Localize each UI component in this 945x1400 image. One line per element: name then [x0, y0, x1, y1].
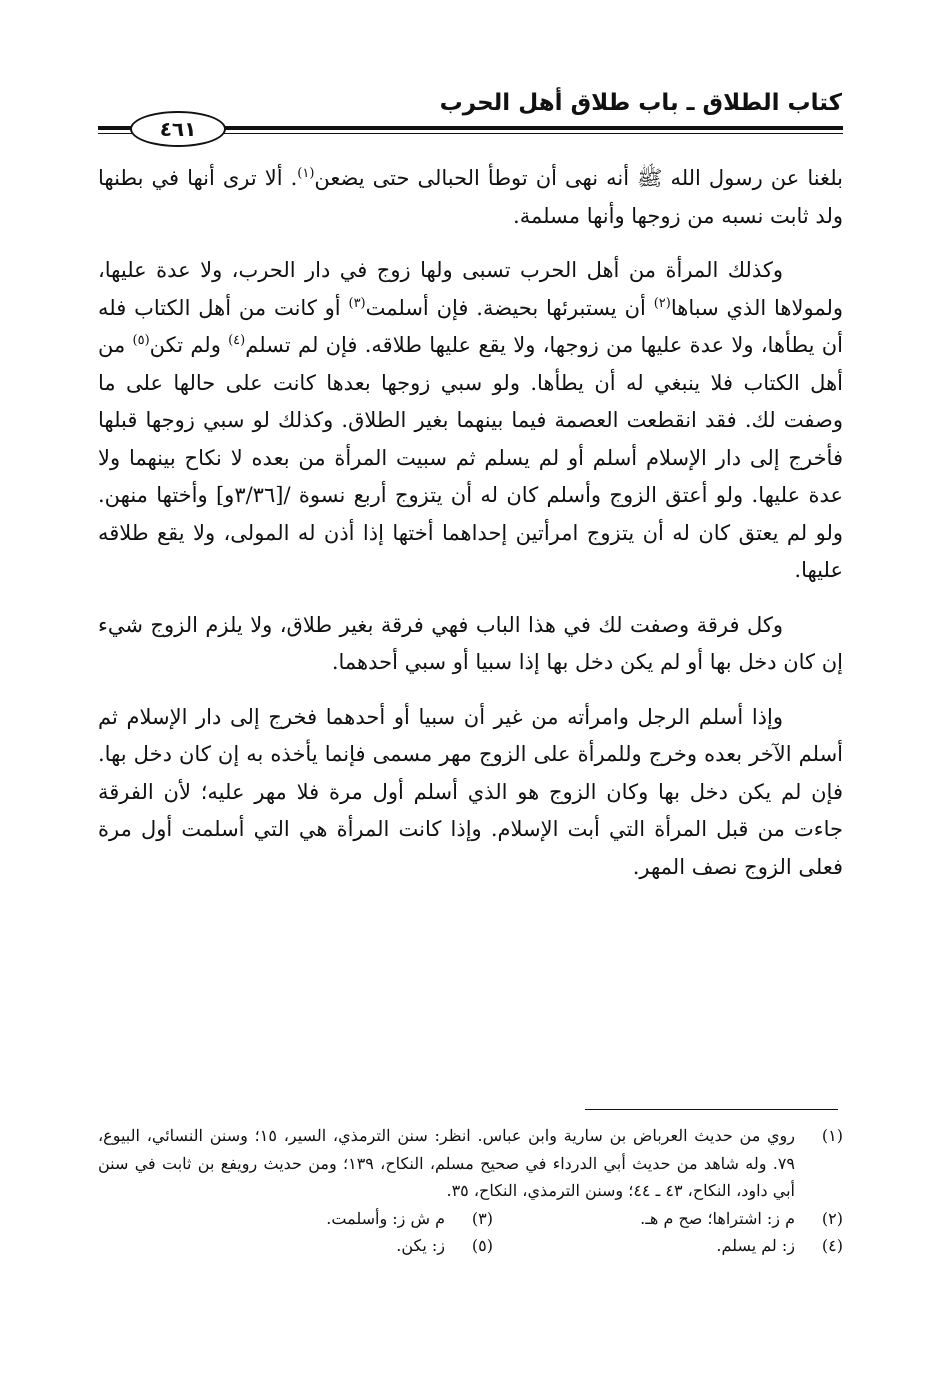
footnote-4-number: (٤): [821, 1236, 843, 1255]
paragraph-2-text-d: ولم تكن: [149, 333, 229, 357]
footnote-3-text: م ش ز: وأسلمت.: [326, 1208, 445, 1228]
paragraph-2-text-c: أو كانت من أهل الكتاب فله أن يطأها، ولا عدة عليها من زوجها، ولا يقع عليها طلاقه. فإن لم تسلم: [98, 295, 844, 357]
footnote-2-text: م ز: اشتراها؛ صح م هـ.: [640, 1208, 795, 1228]
footnote-5-text: ز: يكن.: [396, 1236, 445, 1255]
footnote-ref-4: (٤): [228, 333, 246, 348]
footnote-5-number: (٥): [471, 1236, 493, 1255]
footnote-3: [143, 1205, 493, 1233]
paragraph-2-text-e: من أهل الكتاب فلا ينبغي له أن يطأها. ولو سبي زوجها بعدها كانت على حالها على ما وصفت لك. فقد انقطعت العصمة فيما بينهما بغير الطلاق. وكذلك لو سبي زوجها قبلها فأخرج إلى دار الإسلام أسلم أو لم يسلم ثم سبيت المرأة من بعده لا نكاح بينهما ولا عدة عليها. ولو أعتق الزوج وأسلم كان له أن يتزوج أربع نسوة /[٣/٣٦و] وأختها منهن. ولو لم يعتق كان له أن يتزوج امرأتين إحداهما أختها إذا أذن له المولى، ولا يقع طلاقه عليها.: [98, 333, 844, 582]
footnote-1: [98, 1122, 843, 1205]
footnote-row-4-5: [98, 1232, 843, 1260]
footnote-4: [493, 1232, 843, 1260]
footnote-ref-1: (١): [297, 166, 315, 181]
footnote-1-number: (١): [821, 1126, 843, 1145]
paragraph-3: وكل فرقة وصفت لك في هذا الباب فهي فرقة بغير طلاق، ولا يلزم الزوج شيء إن كان دخل بها أو لم يكن دخل بها إذا سبيا أو سبي أحدهما.: [98, 612, 843, 674]
footnote-ref-5: (٥): [132, 333, 150, 348]
footnote-5: [143, 1232, 493, 1260]
paragraph-2-text-a: وكذلك المرأة من أهل الحرب تسبى ولها زوج في دار الحرب، ولا عدة عليها، ولمولاها الذي سباها: [98, 258, 844, 320]
paragraph-2: [98, 252, 843, 590]
paragraph-1-text-a: بلغنا عن رسول الله ﷺ أنه نهى أن توطأ الحبالى حتى يضعن: [314, 166, 843, 190]
footnotes: [98, 1122, 843, 1260]
main-text: [98, 160, 843, 886]
footnote-1-text: روي من حديث العرباض بن سارية وابن عباس. انظر: سنن الترمذي، السير، ١٥؛ وسنن النسائي، البيوع، ٧٩. وله شاهد من حديث أبي الدرداء في صحيح مسلم، النكاح، ١٣٩؛ ومن حديث رويفع بن ثابت في سنن أبي داود، النكاح، ٤٣ ـ ٤٤؛ وسنن الترمذي، النكاح، ٣٥.: [98, 1126, 796, 1200]
footnote-ref-3: (٣): [348, 295, 366, 311]
footnote-2-number: (٢): [821, 1208, 843, 1228]
footnote-2: [493, 1205, 843, 1233]
paragraph-4: وإذا أسلم الرجل وامرأته من غير أن سبيا أو أحدهما فخرج إلى دار الإسلام ثم أسلم الآخر بعده وخرج وللمرأة على الزوج مهر مسمى فإنما يأخذه به إن كان دخل بها. فإن لم يكن دخل بها وكان الزوج هو الذي أسلم أول مرة فلا مهر عليه؛ لأن الفرقة جاءت من قبل المرأة التي أبت الإسلام. وإذا كانت المرأة هي التي أسلمت أول مرة فعلى الزوج نصف المهر.: [98, 704, 843, 879]
paragraph-1-text-b: . ألا ترى أنها في بطنها ولد ثابت نسبه من زوجها وأنها مسلمة.: [98, 166, 843, 228]
footnote-3-number: (٣): [471, 1208, 493, 1228]
running-title: كتاب الطلاق ـ باب طلاق أهل الحرب: [439, 90, 842, 116]
footnote-separator: [585, 1109, 838, 1110]
paragraph-2-text-b: أن يستبرئها بحيضة. فإن أسلمت: [365, 295, 654, 320]
paragraph-1: [98, 160, 843, 235]
footnote-row-2-3: [98, 1205, 843, 1233]
footnote-ref-2: (٢): [653, 295, 671, 311]
footnote-4-text: ز: لم يسلم.: [716, 1236, 795, 1255]
page-number: ٤٦١: [130, 111, 226, 147]
